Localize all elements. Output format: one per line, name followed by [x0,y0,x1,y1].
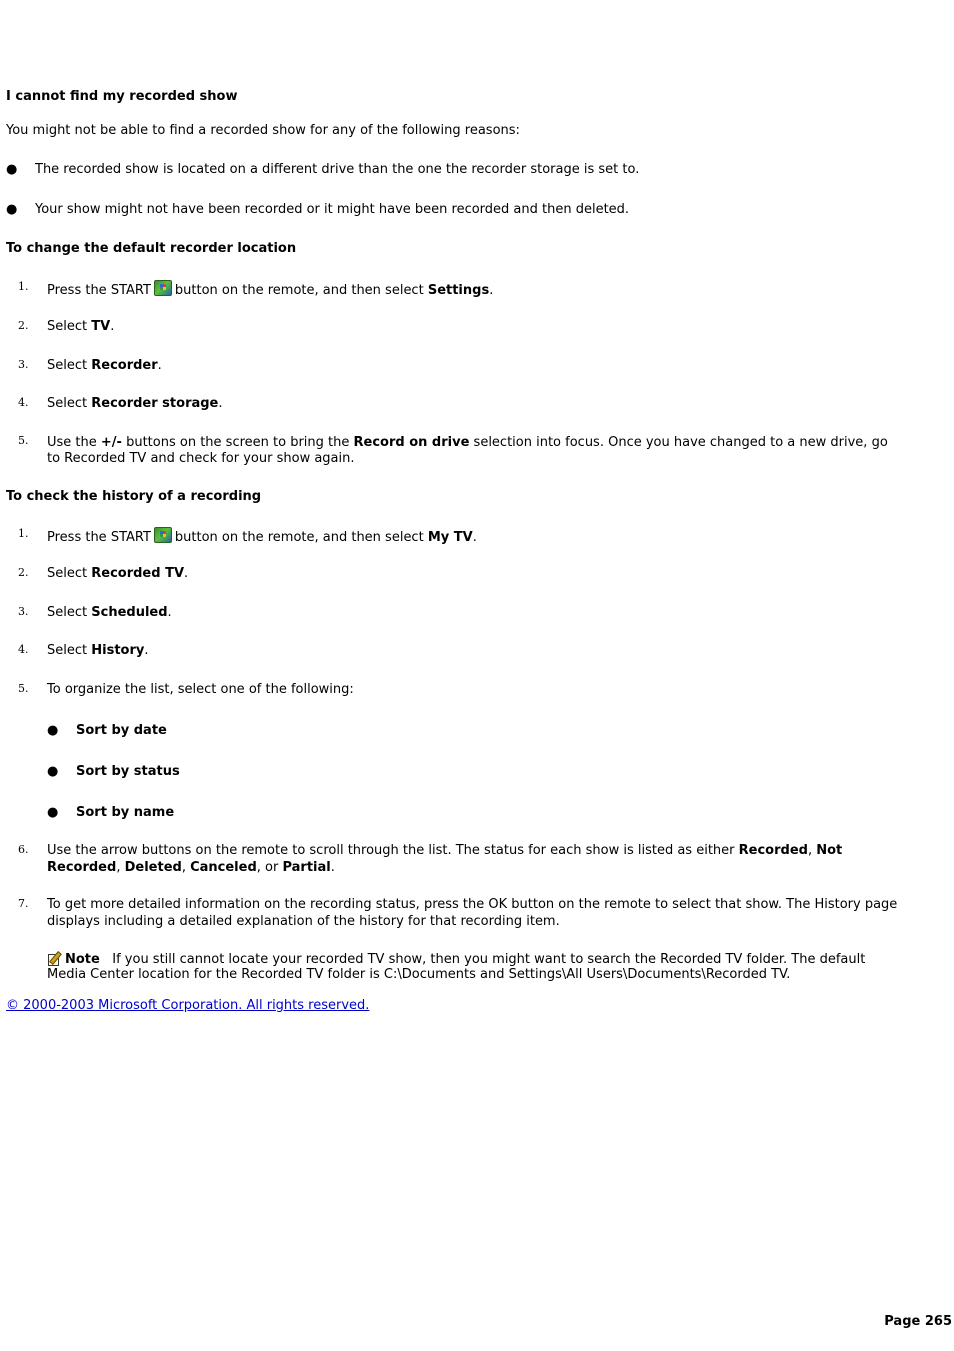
step-text: . [184,566,189,581]
change-step-3 [47,358,162,374]
change-step-2 [47,319,114,335]
section-heading-change-location: To change the default recorder location [6,241,297,256]
step-number: 4. [18,643,29,656]
step-number: 1. [18,527,29,540]
bullet: ● [47,805,59,820]
sort-option-name: Sort by name [76,805,175,820]
step-text: . [110,319,115,334]
bullet: ● [47,764,59,779]
step-text: . [330,860,335,875]
step-text: . [472,530,477,545]
step-text: . [218,396,223,411]
section-heading-history: To check the history of a recording [6,489,262,504]
status-partial: Partial [282,860,331,875]
step-number: 6. [18,843,29,856]
change-step-5-continued: to Recorded TV and check for your show again. [47,451,355,466]
step-emphasis: Scheduled [91,605,168,620]
step-number: 2. [18,319,29,332]
status-canceled: Canceled [190,860,257,875]
step-text: Use the arrow buttons on the remote to scroll through the list. The status for each show is listed as either [47,843,735,858]
step-number: 4. [18,396,29,409]
step-number: 3. [18,358,29,371]
step-emphasis: Recorder [91,358,158,373]
step-number: 2. [18,566,29,579]
history-step-6-continued [47,860,335,876]
history-step-4 [47,643,149,659]
history-step-2 [47,566,188,582]
step-text: . [144,643,149,658]
step-text: , or [256,860,279,875]
step-text: . [489,283,494,298]
intro-text: You might not be able to find a recorded show for any of the following reasons: [6,123,520,138]
status-not-recorded: Recorded [47,860,117,875]
note-text: If you still cannot locate your recorded TV show, then you might want to search the Recorded TV folder. The default [112,952,866,967]
step-text: button on the remote, and then select [174,283,424,298]
step-emphasis: Record on drive [353,435,470,450]
step-text: buttons on the screen to bring the [126,435,350,450]
note-block [47,951,865,968]
step-emphasis: Recorded TV [91,566,185,581]
history-step-3 [47,605,172,621]
bullet: ● [6,162,18,177]
reason-item: Your show might not have been recorded or it might have been recorded and then deleted. [35,202,630,217]
step-number: 1. [18,280,29,293]
bullet: ● [6,202,18,217]
change-step-5 [47,435,888,451]
status-not-recorded: Not [816,843,843,858]
step-text: . [167,605,172,620]
step-text: Select [47,643,88,658]
step-text: Press the START [47,530,151,545]
step-text: , [181,860,186,875]
note-label: Note [65,952,100,967]
step-number: 5. [18,682,29,695]
step-text: button on the remote, and then select [174,530,424,545]
page-number: Page 265 [884,1314,952,1329]
step-text: , [807,843,813,858]
change-step-1 [47,280,493,299]
step-emphasis: TV [91,319,111,334]
note-pencil-icon [47,951,61,965]
note-text-continued: Media Center location for the Recorded TV folder is C:\Documents and Settings\All Users\Documents\Recorded TV. [47,967,791,982]
reason-item: The recorded show is located on a different drive than the one the recorder storage is set to. [35,162,640,177]
step-emphasis: +/- [100,435,122,450]
sort-option-date: Sort by date [76,723,167,738]
start-button-icon [154,280,172,296]
history-step-5: To organize the list, select one of the following: [47,682,354,697]
step-text: selection into focus. Once you have changed to a new drive, go [473,435,888,450]
step-text: , [116,860,121,875]
step-text: Press the START [47,283,151,298]
history-step-7-continued: displays including a detailed explanation of the history for that recording item. [47,914,560,929]
step-text: Use the [47,435,97,450]
step-number: 7. [18,897,29,910]
history-step-6 [47,843,842,859]
step-text: Select [47,566,88,581]
status-recorded: Recorded [738,843,808,858]
start-button-icon [154,527,172,543]
step-text: Select [47,605,88,620]
step-number: 3. [18,605,29,618]
bullet: ● [47,723,59,738]
step-emphasis: Settings [427,283,490,298]
step-text: Select [47,396,88,411]
history-step-7: To get more detailed information on the recording status, press the OK button on the remote to select that show. The History page [47,897,898,912]
step-number: 5. [18,434,29,447]
step-emphasis: History [91,643,145,658]
history-step-1 [47,527,477,546]
step-emphasis: My TV [427,530,473,545]
step-text: . [157,358,162,373]
sort-option-status: Sort by status [76,764,180,779]
change-step-4 [47,396,223,412]
section-heading-find-show: I cannot find my recorded show [6,89,238,104]
step-text: Select [47,358,88,373]
status-deleted: Deleted [124,860,182,875]
step-text: Select [47,319,88,334]
step-emphasis: Recorder storage [91,396,219,411]
copyright-link[interactable]: © 2000-2003 Microsoft Corporation. All rights reserved. [6,998,370,1013]
